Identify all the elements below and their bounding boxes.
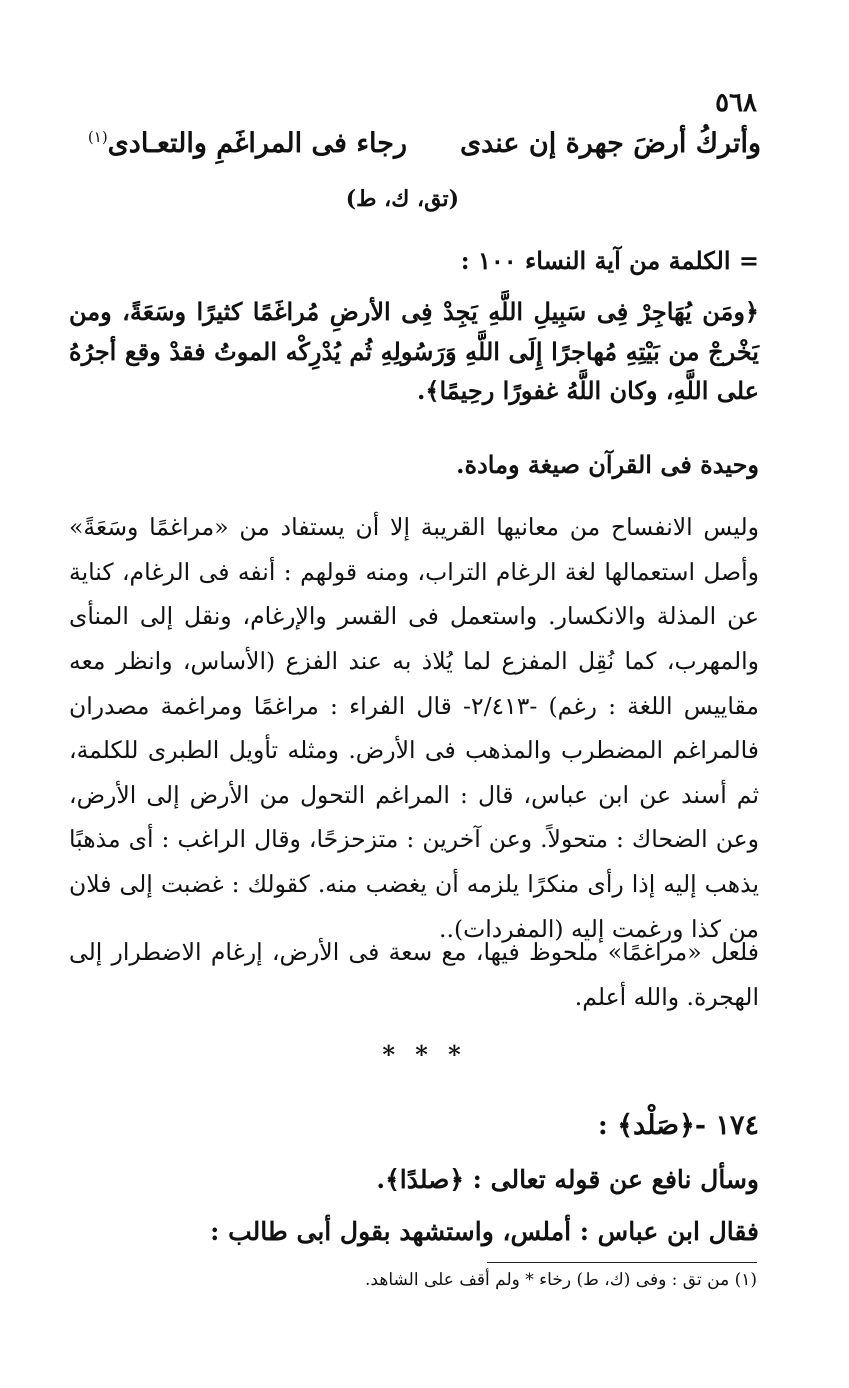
verse-hemistich-first: وأتركُ أرضَ جهرة إن عندى xyxy=(459,128,761,159)
page-number: ٥٦٨ xyxy=(715,88,757,118)
footnote-divider xyxy=(487,1262,757,1263)
footnote-reference: (١) xyxy=(87,128,108,146)
paragraph-note: وحيدة فى القرآن صيغة ومادة. xyxy=(456,450,759,479)
paragraph-question: وسأل نافع عن قوله تعالى : ﴿صلدًا﴾. xyxy=(376,1165,759,1194)
paragraph-commentary: وليس الانفساح من معانيها القريبة إلا أن يستفاد من «مراغمًا وسَعَةً» وأصل استعمالها لغة الرغام التراب، ومنه قولهم : أنفه فى الرغام، كناية عن المذلة والانكسار. واستعمل فى القسر والإرغام، ونقل إلى المنأى والمهرب، كما نُقِل المفزع لما يُلاذ به عند الفزع (الأساس، وانظر معه مقاييس اللغة : رغم) -٢/٤١٣- قال الفراء : مراغمًا ومراغمة مصدران فالمراغم المضطرب والمذهب فى الأرض. ومثله تأويل الطبرى للكلمة، ثم أسند عن ابن عباس، قال : المراغم التحول من الأرض إلى الأرض، وعن الضحاك : متحولاً. وعن آخرين : متزحزحًا، وقال الراغب : أى مذهبًا يذهب إليه إذا رأى منكرًا يلزمه أن يغضب منه. كقولك : غضبت إلى فلان من كذا ورغمت إليه (المفردات).. xyxy=(69,513,759,943)
verse-hemistich-second: رجاء فى المراغَمِ والتعـادى$^{(١)}$ xyxy=(87,128,407,159)
paragraph-intro: = الكلمة من آية النساء ١٠٠ : xyxy=(460,246,759,275)
paragraph-quran-verse: ﴿ومَن يُهَاجِرْ فِى سَبِيلِ اللَّهِ يَجِدْ فِى الأرضِ مُراغَمًا كثيرًا وسَعَةً، ومن يَخْرجْ من بَيْتِهِ مُهاجرًا إِلَى اللَّهِ وَرَسُولِهِ ثُم يُدْرِكْه الموتُ فقدْ وقع أجرُهُ على اللَّهِ، وكان اللَّهُ غفورًا رحِيمًا﴾. xyxy=(69,297,759,406)
paragraph-answer: فقال ابن عباس : أملس، واستشهد بقول أبى طالب : xyxy=(210,1217,759,1246)
section-separator: * * * xyxy=(382,1040,467,1069)
paragraph-conclusion: فلعل «مراغمًا» ملحوظ فيها، مع سعة فى الأرض، إرغام الاضطرار إلى الهجرة. والله أعلم. xyxy=(69,938,759,1011)
entry-heading: ١٧٤ -﴿صَلْد﴾ : xyxy=(597,1110,759,1141)
poetry-verse xyxy=(71,128,761,159)
footnote: (١) من تق : وفى (ك، ط) رخاء * ولم أقف على الشاهد. xyxy=(365,1270,757,1290)
verse-sources: (تق، ك، ط) xyxy=(345,186,459,212)
